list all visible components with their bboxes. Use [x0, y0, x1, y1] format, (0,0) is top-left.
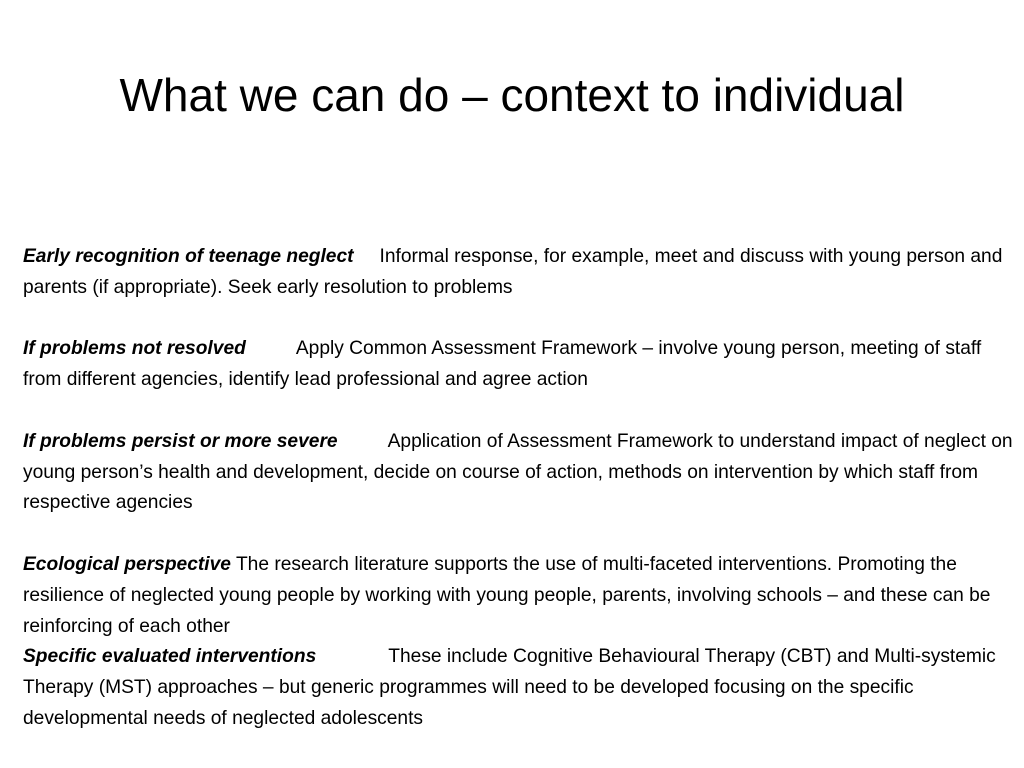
item-text: Apply Common Assessment Framework – involve young person, meeting of staff from different agencies, identify lead professional and agree action — [23, 338, 982, 391]
item-persist-severe — [23, 427, 1013, 519]
item-heading: If problems persist or more severe — [23, 430, 338, 452]
item-text: Application of Assessment Framework to understand impact of neglect on young person’s health and development, decide on course of action, methods on intervention by which staff from respective agencies — [23, 430, 1013, 514]
item-specific-interventions — [23, 642, 1013, 734]
item-text: The research literature supports the use of multi-faceted interventions. Promoting the resilience of neglected young people by working with young people, parents, involving schools – and these can be reinforcing of each other — [23, 553, 991, 637]
slide-title: What we can do – context to individual — [119, 69, 905, 121]
item-early-recognition — [23, 242, 1013, 304]
item-text: These include Cognitive Behavioural Therapy (CBT) and Multi-systemic Therapy (MST) approaches – but generic programmes will need to be developed focusing on the specific developmental needs of neglected adolescents — [23, 646, 996, 729]
item-not-resolved — [23, 334, 1013, 396]
item-heading: Ecological perspective — [23, 553, 231, 575]
item-heading: If problems not resolved — [23, 338, 246, 360]
item-ecological — [23, 550, 1013, 642]
item-text: Informal response, for example, meet and discuss with young person and parents (if appropriate). Seek early resolution to problems — [23, 246, 1003, 298]
slide-body — [23, 242, 1013, 735]
item-heading: Early recognition of teenage neglect — [23, 246, 354, 267]
item-heading: Specific evaluated interventions — [23, 646, 317, 668]
